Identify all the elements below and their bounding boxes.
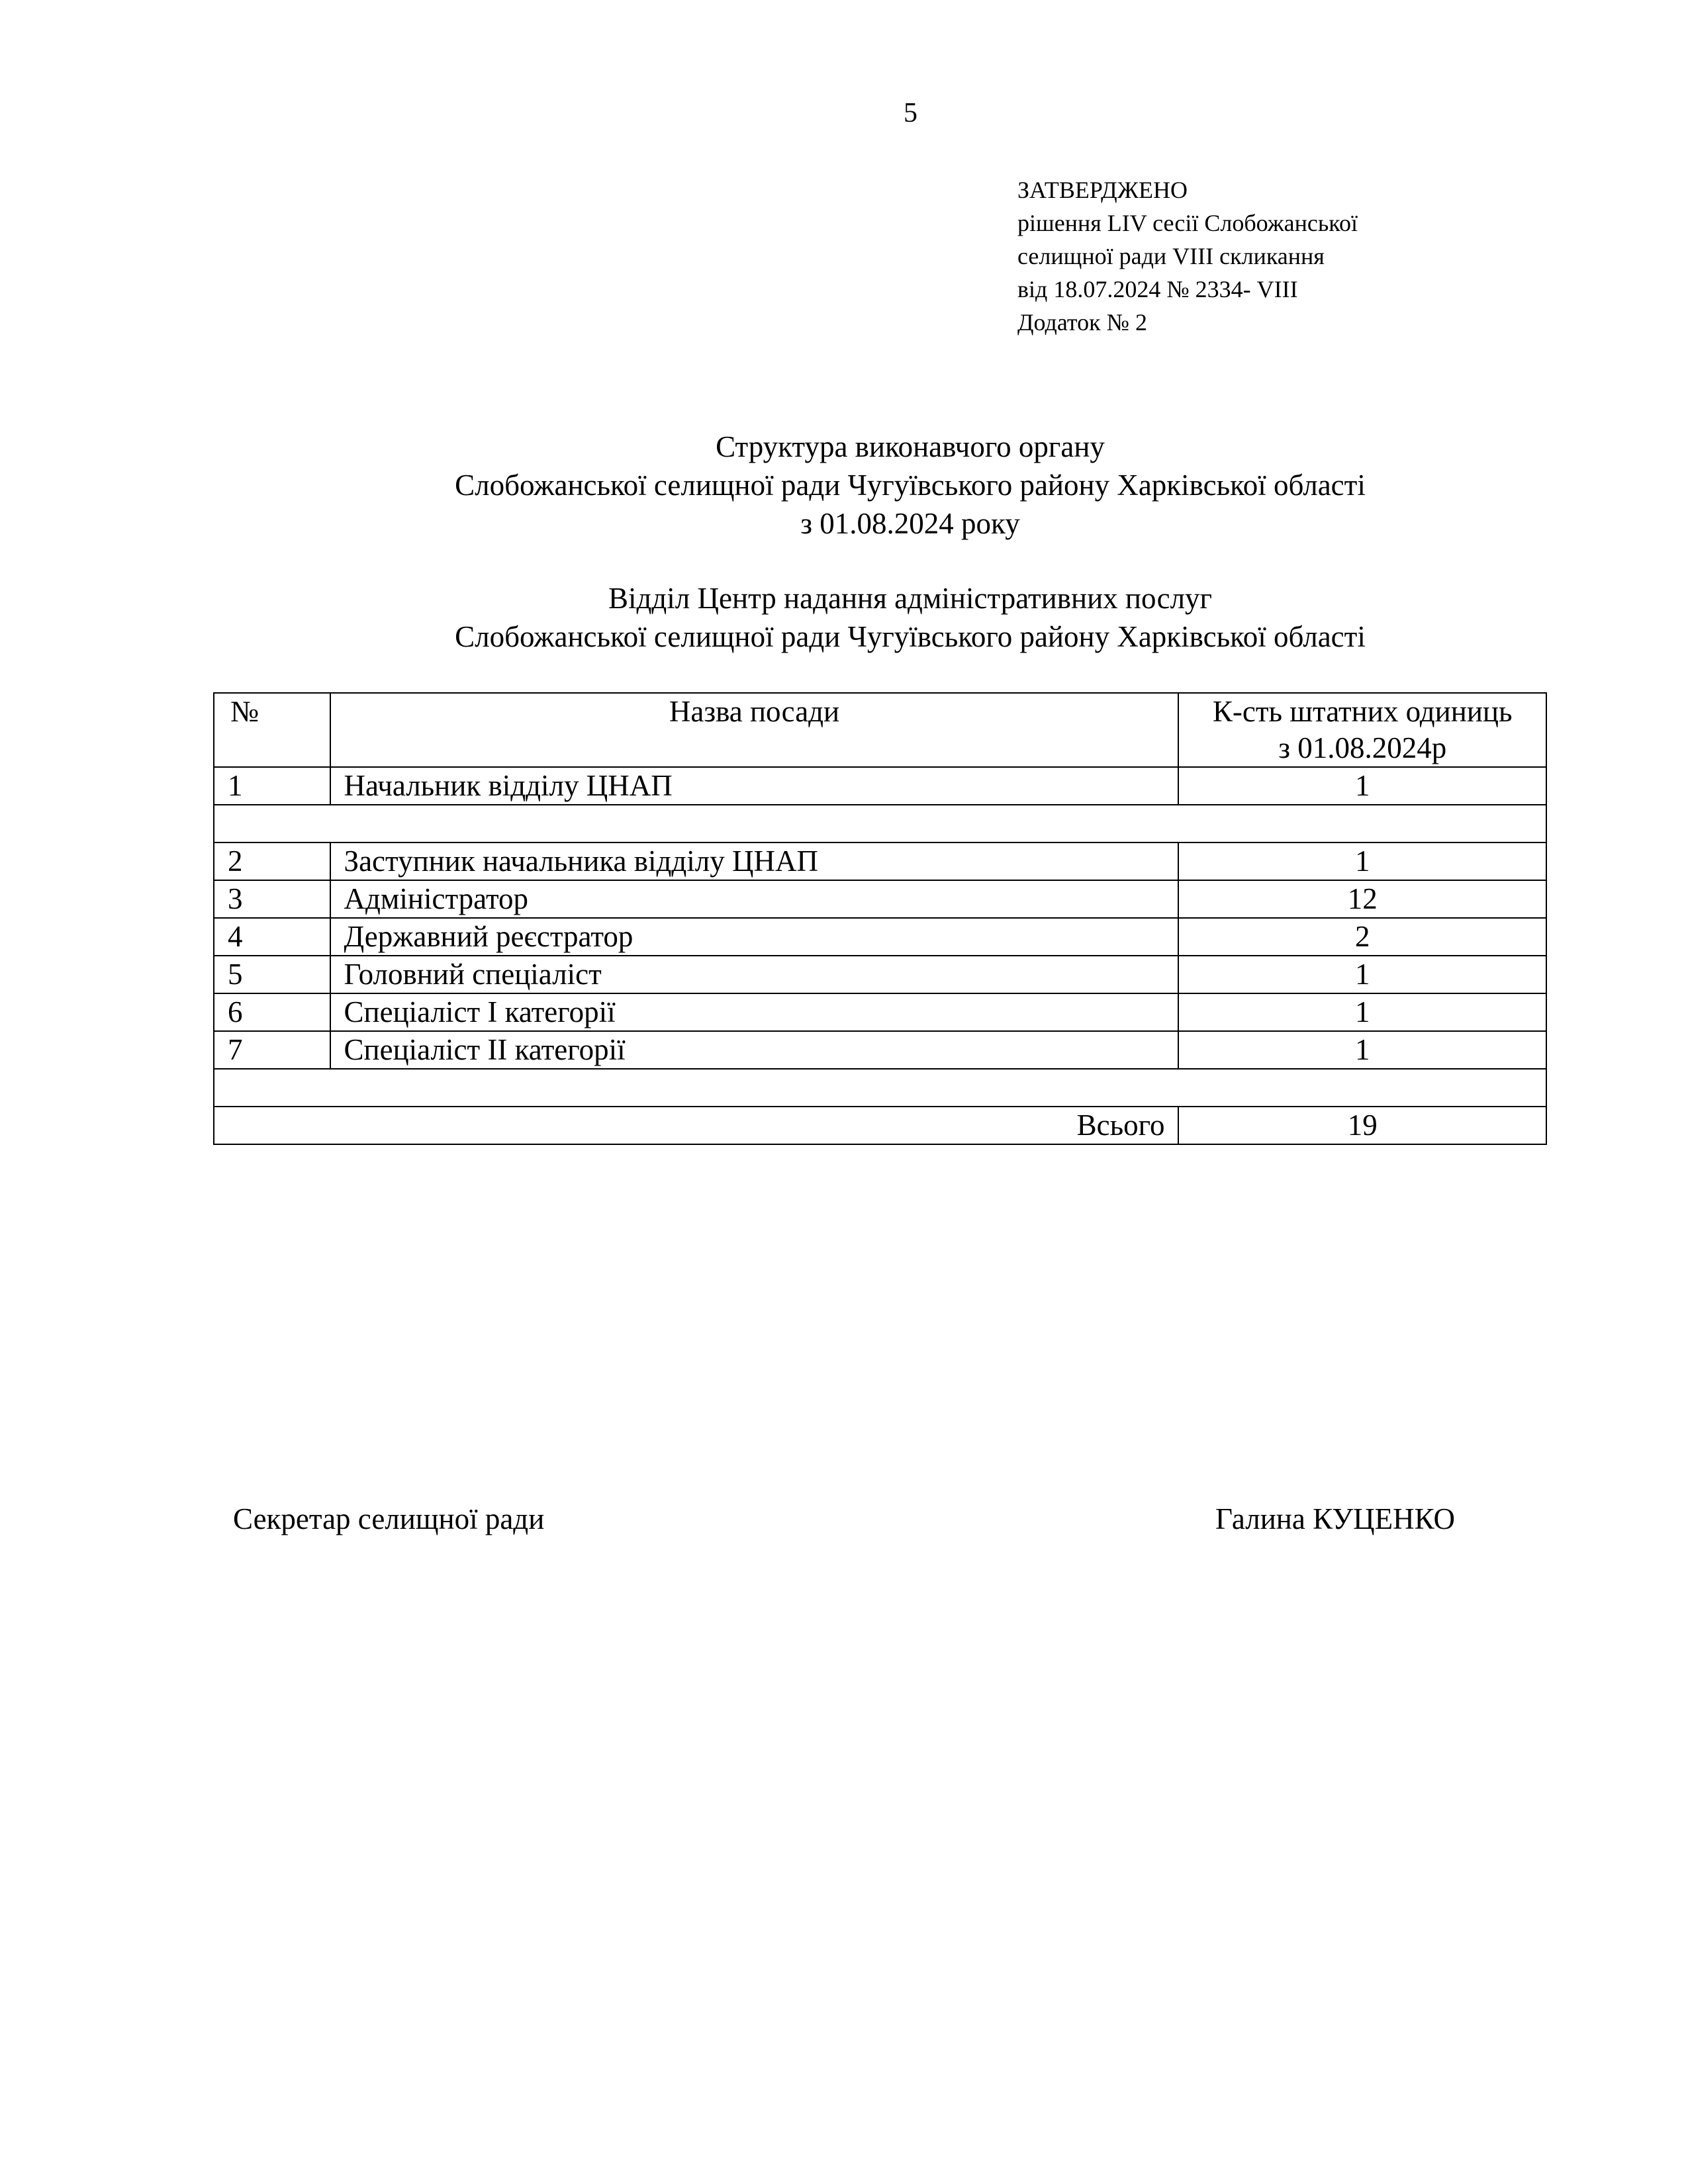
approval-line: від 18.07.2024 № 2334- VIII [1017, 276, 1298, 302]
page-number: 5 [904, 98, 917, 128]
approval-line: селищної ради VIII скликання [1017, 243, 1325, 269]
row-count: 1 [1178, 1031, 1546, 1069]
row-number: 4 [214, 918, 330, 956]
table-row [214, 1031, 1546, 1069]
header-position: Назва посади [330, 693, 1179, 767]
row-count: 1 [1178, 993, 1546, 1031]
row-position: Заступник начальника відділу ЦНАП [330, 842, 1179, 880]
total-value: 19 [1178, 1107, 1546, 1144]
signature-role: Секретар селищної ради [233, 1502, 545, 1535]
row-position: Спеціаліст ІІ категорії [330, 1031, 1179, 1069]
department-title-line: Відділ Центр надання адміністративних послуг [608, 582, 1212, 615]
row-count: 1 [1178, 842, 1546, 880]
header-count-line: К-сть штатних одиниць [1212, 695, 1513, 728]
row-number: 3 [214, 880, 330, 918]
header-count [1178, 693, 1546, 767]
row-count: 1 [1178, 767, 1546, 805]
department-title [0, 579, 1688, 656]
table-row [214, 993, 1546, 1031]
row-number: 6 [214, 993, 330, 1031]
approval-line: рішення LIV сесії Слобожанської [1017, 210, 1358, 236]
structure-title-line: Слобожанської селищної ради Чугуївського району Харківської області [455, 469, 1366, 502]
header-count-line: з 01.08.2024р [1278, 731, 1447, 764]
table-row [214, 880, 1546, 918]
structure-title-line: Структура виконавчого органу [716, 430, 1105, 463]
table-row [214, 767, 1546, 805]
approval-line: Додаток № 2 [1017, 309, 1147, 336]
staff-table [213, 692, 1547, 1145]
approval-stamp [1017, 173, 1358, 339]
empty-cell [214, 805, 1546, 842]
empty-cell [214, 1069, 1546, 1107]
table-row [214, 918, 1546, 956]
approval-line: ЗАТВЕРДЖЕНО [1017, 177, 1188, 203]
row-number: 7 [214, 1031, 330, 1069]
table-row [214, 842, 1546, 880]
row-position: Головний спеціаліст [330, 956, 1179, 993]
table-total-row [214, 1107, 1546, 1144]
table-row-empty [214, 805, 1546, 842]
signature-name: Галина КУЦЕНКО [1215, 1502, 1455, 1535]
row-position: Державний реєстратор [330, 918, 1179, 956]
row-position: Начальник відділу ЦНАП [330, 767, 1179, 805]
table-header-row [214, 693, 1546, 767]
table-row-empty [214, 1069, 1546, 1107]
row-count: 1 [1178, 956, 1546, 993]
row-count: 2 [1178, 918, 1546, 956]
header-number: № [214, 693, 330, 767]
department-title-line: Слобожанської селищної ради Чугуївського району Харківської області [455, 620, 1366, 653]
row-position: Адміністратор [330, 880, 1179, 918]
table-row [214, 956, 1546, 993]
total-label: Всього [214, 1107, 1178, 1144]
row-number: 2 [214, 842, 330, 880]
row-number: 5 [214, 956, 330, 993]
structure-title [0, 428, 1688, 543]
structure-title-line: з 01.08.2024 року [800, 507, 1020, 540]
row-position: Спеціаліст І категорії [330, 993, 1179, 1031]
row-count: 12 [1178, 880, 1546, 918]
row-number: 1 [214, 767, 330, 805]
